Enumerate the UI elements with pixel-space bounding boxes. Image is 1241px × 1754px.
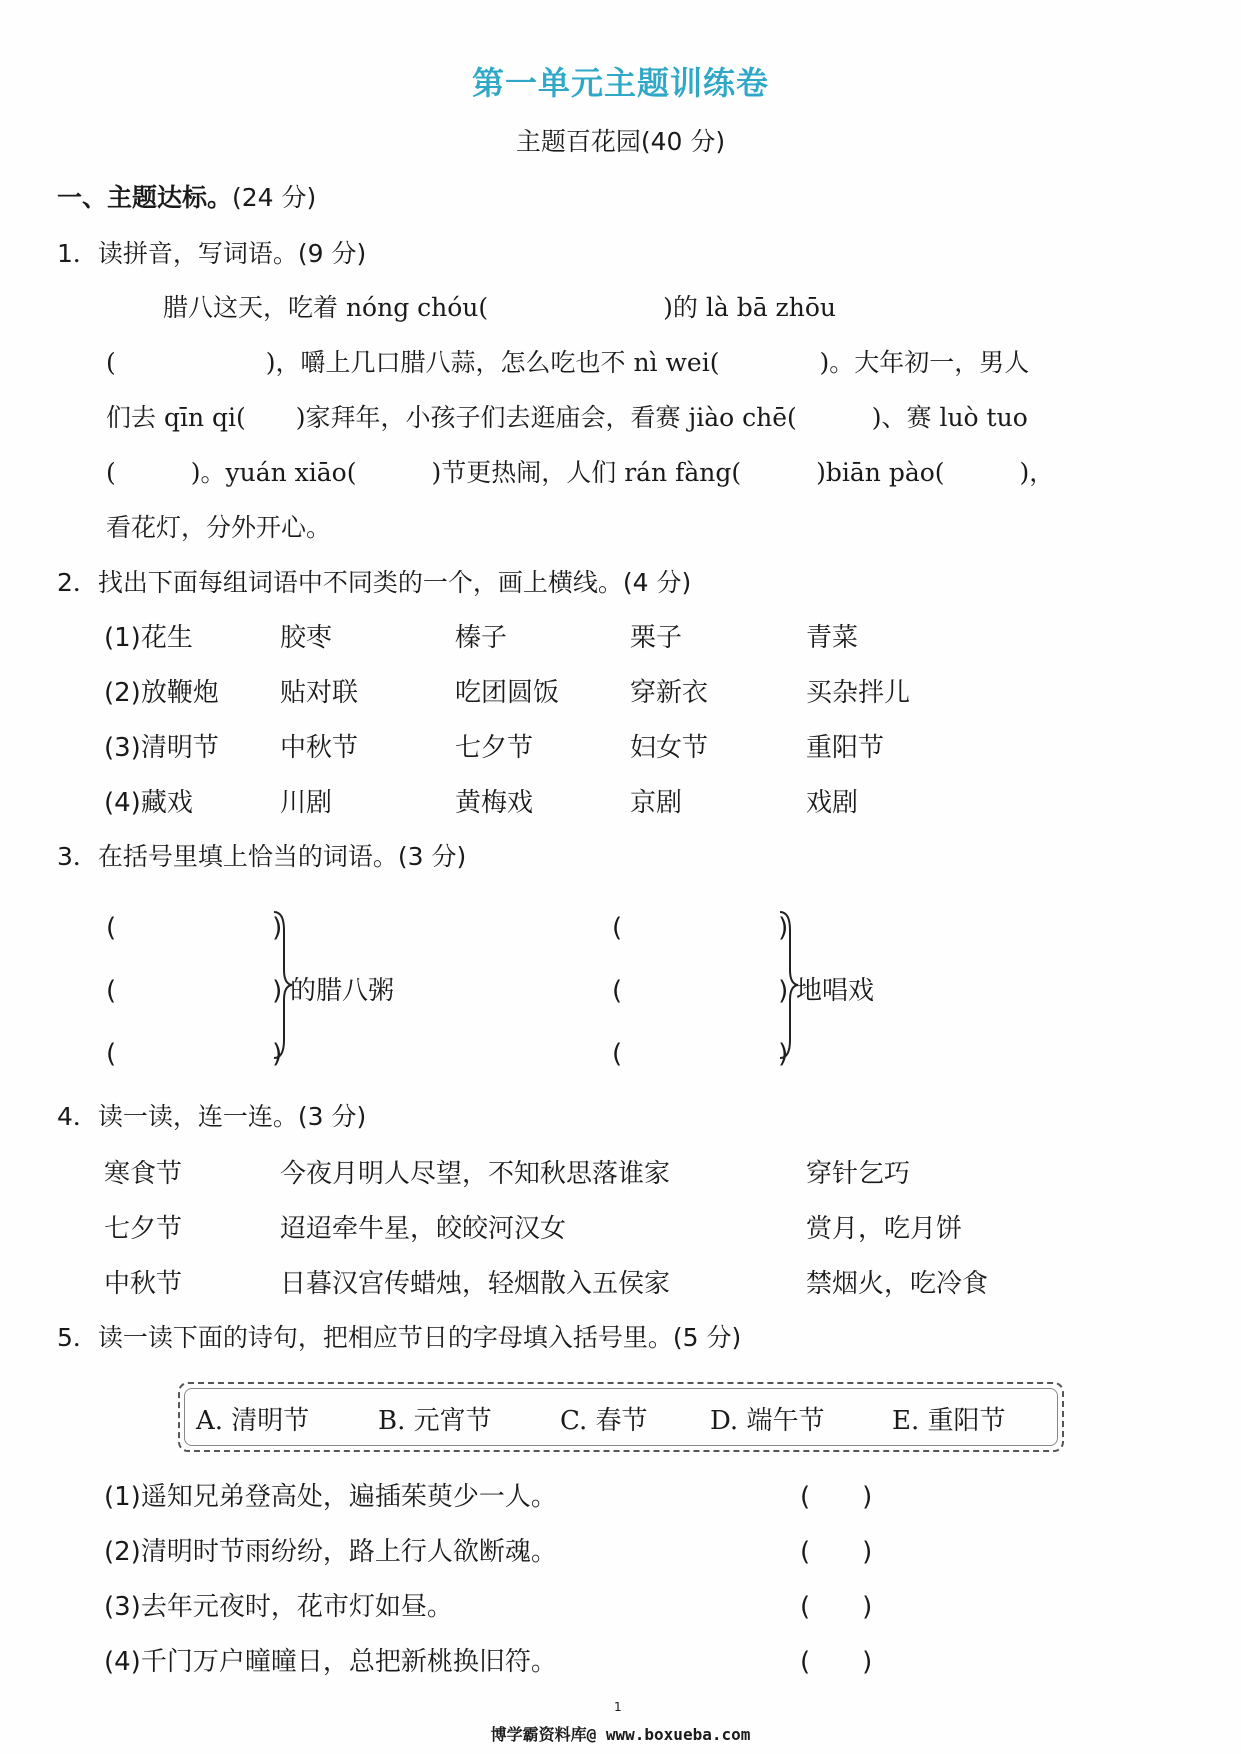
q5-answer-blank[interactable]: ( ) <box>800 1537 873 1567</box>
footer-watermark: 博学霸资料库@ www.boxueba.com <box>490 1725 751 1744</box>
option-e: E. 重阳节 <box>892 1406 1006 1436</box>
q2-cell: 中秋节 <box>280 733 359 763</box>
q3-blank: ( ) <box>612 913 789 943</box>
q2-cell: (3)清明节 <box>104 733 219 763</box>
q3-blank: ( ) <box>106 913 283 943</box>
q3-blank: ( ) <box>612 1039 789 1069</box>
q2-cell: 重阳节 <box>806 733 885 763</box>
q5-item: (1)遥知兄弟登高处，遍插茱萸少一人。 <box>104 1482 557 1512</box>
q4-custom: 赏月，吃月饼 <box>806 1214 963 1244</box>
q5-answer-blank[interactable]: ( ) <box>800 1592 873 1622</box>
q1-line: ( )，嚼上几口腊八蒜，怎么吃也不 nì wei( )。大年初一，男人 <box>106 348 1030 377</box>
q4-poem: 今夜月明人尽望，不知秋思落谁家 <box>280 1159 671 1189</box>
q5-heading: 5．读一读下面的诗句，把相应节日的字母填入括号里。(5 分) <box>57 1323 742 1352</box>
q3-heading: 3．在括号里填上恰当的词语。(3 分) <box>57 842 467 871</box>
q4-festival: 中秋节 <box>104 1269 183 1299</box>
q4-festival: 寒食节 <box>104 1159 183 1189</box>
q1-heading: 1．读拼音，写词语。(9 分) <box>57 239 367 268</box>
q1-line: ( )。yuán xiāo( )节更热闹，人们 rán fàng( )biān pào( )， <box>106 458 1055 487</box>
section1-score: (24 分) <box>232 183 317 212</box>
q2-cell: 戏剧 <box>806 788 859 818</box>
q3-right-suffix: 地唱戏 <box>796 976 875 1006</box>
page-subtitle: 主题百花园(40 分) <box>515 127 726 156</box>
q5-item: (3)去年元夜时，花市灯如昼。 <box>104 1592 453 1622</box>
q2-cell: 黄梅戏 <box>455 788 534 818</box>
q4-custom: 禁烟火，吃冷食 <box>806 1269 989 1299</box>
q1-line: 们去 qīn qi( )家拜年，小孩子们去逛庙会，看赛 jiào chē( )、赛 luò tuo <box>106 403 1028 432</box>
page-number: 1 <box>614 1700 622 1714</box>
q2-cell: (4)藏戏 <box>104 788 193 818</box>
q2-cell: 贴对联 <box>280 678 359 708</box>
q3-blank: ( ) <box>612 976 789 1006</box>
q2-cell: 青菜 <box>806 623 859 653</box>
q5-item: (2)清明时节雨纷纷，路上行人欲断魂。 <box>104 1537 557 1567</box>
q1-line: 看花灯，分外开心。 <box>106 513 332 542</box>
q2-cell: 吃团圆饭 <box>455 678 560 708</box>
option-c: C. 春节 <box>560 1406 648 1436</box>
q2-cell: 京剧 <box>630 788 683 818</box>
q4-heading: 4．读一读，连一连。(3 分) <box>57 1102 367 1131</box>
q1-line: 腊八这天，吃着 nóng chóu( )的 là bā zhōu <box>163 293 836 322</box>
q5-item: (4)千门万户曈曈日，总把新桃换旧符。 <box>104 1647 557 1677</box>
option-b: B. 元宵节 <box>378 1406 492 1436</box>
q2-heading: 2．找出下面每组词语中不同类的一个，画上横线。(4 分) <box>57 568 692 597</box>
q2-cell: 榛子 <box>455 623 508 653</box>
section1-heading <box>57 178 316 214</box>
q2-cell: (2)放鞭炮 <box>104 678 219 708</box>
q2-cell: (1)花生 <box>104 623 193 653</box>
q3-blank: ( ) <box>106 976 283 1006</box>
q3-blank: ( ) <box>106 1039 283 1069</box>
q5-answer-blank[interactable]: ( ) <box>800 1482 873 1512</box>
q2-cell: 妇女节 <box>630 733 709 763</box>
q4-poem: 日暮汉宫传蜡烛，轻烟散入五侯家 <box>280 1269 671 1299</box>
q5-answer-blank[interactable]: ( ) <box>800 1647 873 1677</box>
section1-label: 一、主题达标。 <box>57 183 233 212</box>
q2-cell: 川剧 <box>280 788 333 818</box>
q2-cell: 穿新衣 <box>630 678 709 708</box>
q2-cell: 胶枣 <box>280 623 333 653</box>
option-a: A. 清明节 <box>196 1406 310 1436</box>
q3-left-suffix: 的腊八粥 <box>290 976 395 1006</box>
q4-festival: 七夕节 <box>104 1214 183 1244</box>
q4-custom: 穿针乞巧 <box>806 1159 911 1189</box>
option-d: D. 端午节 <box>710 1406 825 1436</box>
q2-cell: 买杂拌儿 <box>806 678 911 708</box>
q2-cell: 栗子 <box>630 623 683 653</box>
page-title: 第一单元主题训练卷 <box>471 64 769 102</box>
q4-poem: 迢迢牵牛星，皎皎河汉女 <box>280 1214 567 1244</box>
q2-cell: 七夕节 <box>455 733 534 763</box>
